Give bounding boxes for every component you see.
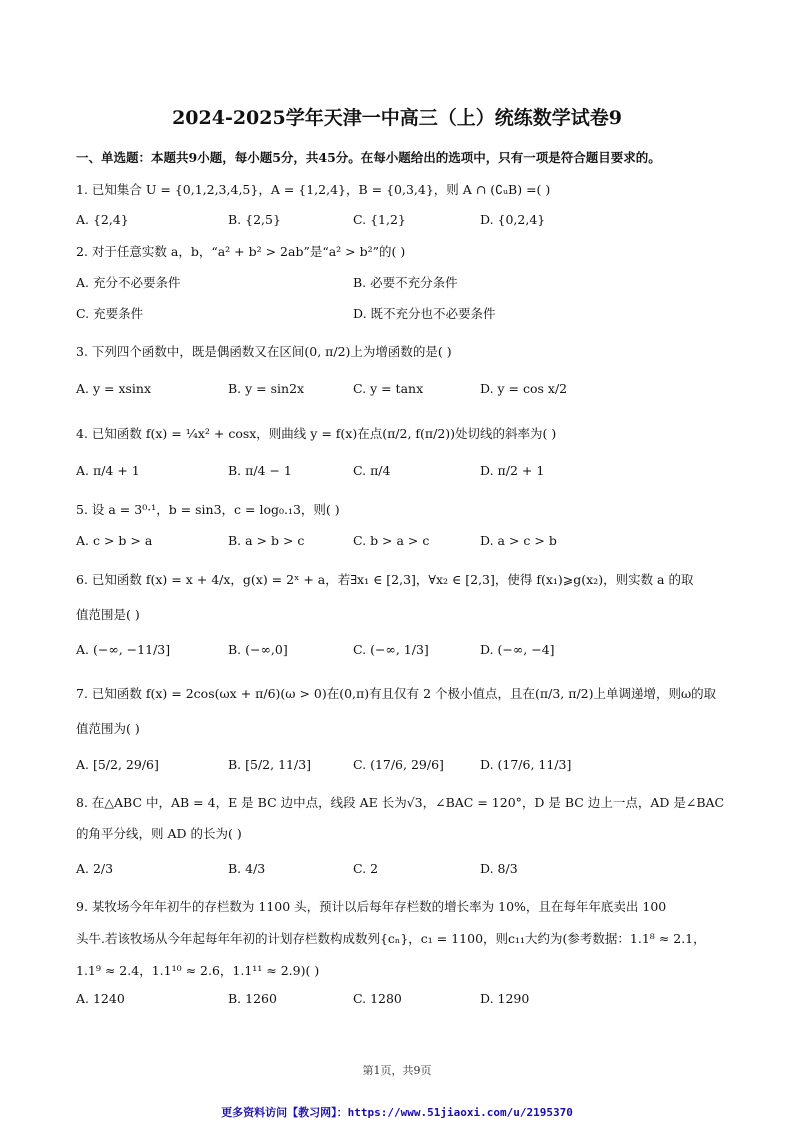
question-4-stem: 4. 已知函数 f(x) = ¼x² + cosx，则曲线 y = f(x)在点(π/2, f(π/2))处切线的斜率为( )	[76, 426, 557, 441]
question-6-stem-line-2: 值范围是( )	[76, 607, 140, 622]
question-4-option-d: D. π/2 + 1	[480, 463, 545, 478]
question-9-option-d: D. 1290	[480, 991, 530, 1006]
question-3-stem: 3. 下列四个函数中，既是偶函数又在区间(0, π/2)上为增函数的是( )	[76, 344, 452, 359]
question-6-stem-line-1: 6. 已知函数 f(x) = x + 4/x，g(x) = 2ˣ + a，若∃x₁ ∈ [2,3]，∀x₂ ∈ [2,3]，使得 f(x₁)⩾g(x₂)，则实数 a 的取	[76, 572, 694, 587]
question-7-stem-line-1: 7. 已知函数 f(x) = 2cos(ωx + π/6)(ω > 0)在(0,π)有且仅有 2 个极小值点，且在(π/3, π/2)上单调递增，则ω的取	[76, 686, 717, 701]
question-2-option-b: B. 必要不充分条件	[353, 275, 458, 290]
question-1-option-d: D. {0,2,4}	[480, 212, 546, 227]
question-1-option-a: A. {2,4}	[76, 212, 129, 227]
question-9-option-a: A. 1240	[76, 991, 125, 1006]
question-8-stem-line-2: 的角平分线，则 AD 的长为( )	[76, 826, 242, 841]
promo-link[interactable]: 更多资料访问【教习网】：https://www.51jiaoxi.com/u/2195370	[221, 1106, 573, 1119]
page-number-footer: 第1页，共9页	[362, 1064, 432, 1077]
question-2-option-a: A. 充分不必要条件	[76, 275, 181, 290]
question-4-option-a: A. π/4 + 1	[76, 463, 140, 478]
question-9-option-c: C. 1280	[353, 991, 402, 1006]
question-3-option-a: A. y = xsinx	[76, 381, 152, 396]
question-7-option-c: C. (17/6, 29/6]	[353, 757, 444, 772]
question-6-option-a: A. (−∞, −11/3]	[76, 642, 171, 657]
question-9-stem-line-1: 9. 某牧场今年年初牛的存栏数为 1100 头，预计以后每年存栏数的增长率为 10%，且在每年年底卖出 100	[76, 899, 667, 914]
question-5-option-b: B. a > b > c	[228, 533, 305, 548]
question-2-option-c: C. 充要条件	[76, 306, 144, 321]
question-7-option-a: A. [5/2, 29/6]	[76, 757, 159, 772]
question-6-option-d: D. (−∞, −4]	[480, 642, 555, 657]
question-7-option-d: D. (17/6, 11/3]	[480, 757, 572, 772]
question-8-option-b: B. 4/3	[228, 861, 266, 876]
question-5-stem: 5. 设 a = 3⁰·¹，b = sin3，c = log₀.₁3，则( )	[76, 502, 340, 517]
question-7-option-b: B. [5/2, 11/3]	[228, 757, 312, 772]
question-1-option-b: B. {2,5}	[228, 212, 281, 227]
question-7-stem-line-2: 值范围为( )	[76, 721, 140, 736]
question-9-stem-line-2: 头牛.若该牧场从今年起每年年初的计划存栏数构成数列{cₙ}，c₁ = 1100，则c₁₁大约为(参考数据：1.1⁸ ≈ 2.1，	[76, 931, 706, 946]
question-9-option-b: B. 1260	[228, 991, 277, 1006]
question-2-stem: 2. 对于任意实数 a，b，“a² + b² > 2ab”是“a² > b²”的( )	[76, 244, 406, 259]
question-3-option-c: C. y = tanx	[353, 381, 424, 396]
question-8-option-a: A. 2/3	[76, 861, 114, 876]
page-title: 2024-2025学年天津一中高三（上）统练数学试卷9	[172, 107, 622, 129]
question-6-option-b: B. (−∞,0]	[228, 642, 288, 657]
question-3-option-b: B. y = sin2x	[228, 381, 305, 396]
section-heading: 一、单选题：本题共9小题，每小题5分，共45分。在每小题给出的选项中，只有一项是符合题目要求的。	[76, 150, 661, 165]
question-5-option-c: C. b > a > c	[353, 533, 430, 548]
question-6-option-c: C. (−∞, 1/3]	[353, 642, 429, 657]
question-4-option-c: C. π/4	[353, 463, 391, 478]
question-5-option-a: A. c > b > a	[76, 533, 153, 548]
question-1-option-c: C. {1,2}	[353, 212, 406, 227]
question-4-option-b: B. π/4 − 1	[228, 463, 292, 478]
question-5-option-d: D. a > c > b	[480, 533, 557, 548]
question-8-stem-line-1: 8. 在△ABC 中，AB = 4，E 是 BC 边中点，线段 AE 长为√3，∠BAC = 120°，D 是 BC 边上一点，AD 是∠BAC	[76, 795, 725, 810]
question-1-stem: 1. 已知集合 U = {0,1,2,3,4,5}，A = {1,2,4}，B = {0,3,4}，则 A ∩ (∁ᵤB) =( )	[76, 182, 551, 197]
question-3-option-d: D. y = cos x/2	[480, 381, 568, 396]
question-8-option-d: D. 8/3	[480, 861, 518, 876]
question-9-stem-line-3: 1.1⁹ ≈ 2.4，1.1¹⁰ ≈ 2.6，1.1¹¹ ≈ 2.9)( )	[76, 963, 320, 978]
question-8-option-c: C. 2	[353, 861, 379, 876]
question-2-option-d: D. 既不充分也不必要条件	[353, 306, 496, 321]
